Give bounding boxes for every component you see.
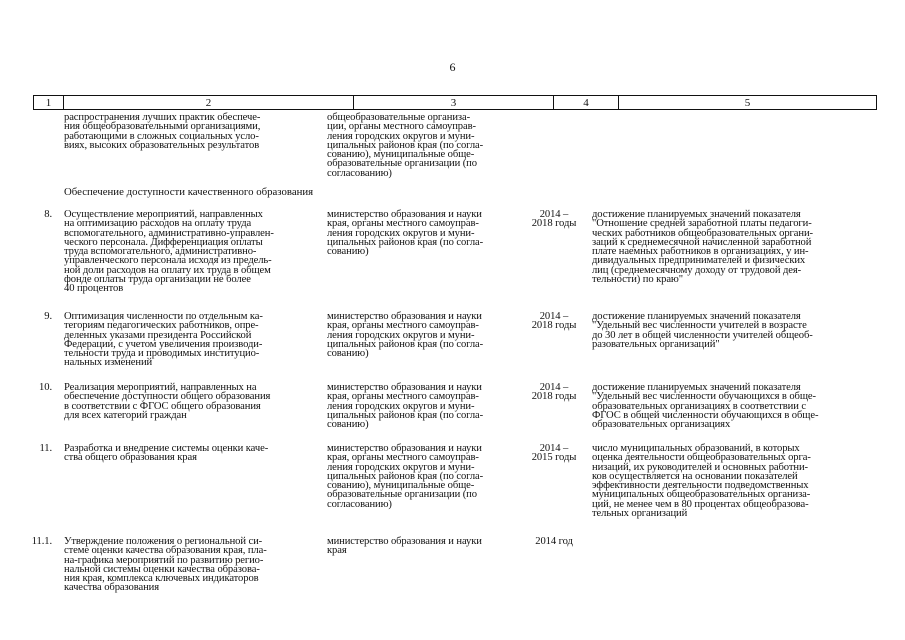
text-line: "Удельный вес численности обучающихся в обще-: [592, 391, 816, 403]
text-line: ления городских округов и муни-: [327, 329, 475, 341]
text-line: ципальных районов края (по согла-: [327, 470, 484, 482]
text-line: виях, высоких образовательных результатов: [64, 139, 260, 151]
text-line: Утверждение положения о региональной си-: [64, 536, 263, 547]
text-line: ления городских округов и муни-: [327, 461, 475, 473]
text-line: ципальных районов края (по согла-: [327, 409, 484, 421]
text-line: 2015 годы: [531, 452, 577, 464]
text-line: управленческого персонала исходя из предель-: [64, 255, 272, 267]
text-line: муниципальных общеобразовательных организа-: [592, 489, 811, 501]
text-line: 2014 –: [539, 311, 569, 322]
text-line: края, органы местного самоуправ-: [327, 391, 479, 403]
text-line: сованию), муниципальные обще-: [327, 480, 475, 492]
period-cell: [524, 383, 584, 402]
text-line: 2018 годы: [531, 320, 577, 332]
row-number: 10.: [39, 382, 52, 393]
text-line: сованию): [327, 348, 369, 360]
text-line: работающими в сложных социальных усло-: [64, 130, 259, 142]
period-cell: [524, 312, 584, 331]
text-line: Федерации, с учетом увеличения производи-: [64, 338, 263, 350]
text-line: сованию): [327, 419, 369, 431]
text-line: достижение планируемых значений показателя: [592, 311, 801, 322]
text-line: Оптимизация численности по отдельным ка-: [64, 311, 263, 322]
text-line: качества образования: [64, 582, 159, 594]
text-line: края, органы местного самоуправ-: [327, 452, 479, 464]
text-line: ципальных районов края (по согла-: [327, 139, 484, 151]
text-line: ления городских округов и муни-: [327, 130, 475, 142]
text-line: эффективности деятельности подведомственных: [592, 480, 809, 492]
text-line: распространения лучших практик обеспече-: [64, 112, 261, 123]
column-header-row: [33, 95, 877, 110]
text-line: сованию), муниципальные обще-: [327, 149, 475, 161]
text-line: министерство образования и науки: [327, 209, 482, 220]
text-line: ческого персонала. Дифференциация оплаты: [64, 236, 263, 248]
text-line: согласованию): [327, 167, 392, 179]
text-line: образовательных организациях в соответствии с: [592, 400, 806, 412]
period-cell: [524, 210, 584, 229]
column-header-2: 2: [64, 96, 354, 110]
text-line: на оптимизацию расходов на оплату труда: [64, 218, 252, 230]
text-line: образовательные организации (по: [327, 489, 477, 501]
text-line: министерство образования и науки: [327, 536, 482, 547]
measure-cell: [64, 444, 268, 463]
page-number: 6: [449, 60, 456, 74]
measure-cell: [64, 383, 270, 420]
text-line: образовательных организациях: [592, 419, 731, 431]
row-number: 8.: [44, 209, 52, 220]
text-line: ной доли расходов на оплату их труда в общем: [64, 264, 271, 276]
text-line: тельности) по краю": [592, 274, 683, 286]
text-line: достижение планируемых значений показателя: [592, 209, 801, 220]
text-line: тельных организаций: [592, 508, 688, 520]
text-line: Реализация мероприятий, направленных на: [64, 382, 257, 393]
text-line: до 30 лет в общей численности учителей общеоб-: [592, 329, 813, 341]
text-line: 2014 –: [539, 443, 569, 454]
text-line: для всех категорий граждан: [64, 409, 187, 421]
column-header-3: 3: [354, 96, 554, 110]
text-line: "Удельный вес численности учителей в возрасте: [592, 320, 807, 332]
column-header-4: 4: [554, 96, 619, 110]
text-line: 2014 –: [539, 382, 569, 393]
text-line: ции, органы местного самоуправ-: [327, 121, 476, 133]
section-title: Обеспечение доступности качественного образования: [64, 186, 314, 198]
text-line: число муниципальных образований, в которых: [592, 443, 800, 454]
executor-cell: [327, 383, 483, 429]
period-cell: [524, 444, 584, 463]
result-cell: [592, 383, 818, 429]
executor-cell: [327, 210, 483, 256]
row-number: 11.: [39, 443, 52, 454]
column-header-1: 1: [34, 96, 64, 110]
text-line: фонде оплаты труда организации не более: [64, 274, 251, 286]
text-line: 2018 годы: [531, 391, 577, 403]
text-line: тельности труда и проводимых институцио-: [64, 348, 260, 360]
text-line: министерство образования и науки: [327, 311, 482, 322]
text-line: на-графика мероприятий по развитию регио-: [64, 554, 264, 566]
text-line: 2014 год: [535, 536, 573, 547]
text-line: министерство образования и науки: [327, 382, 482, 393]
text-line: согласованию): [327, 498, 392, 510]
measure-cell: [64, 312, 263, 368]
executor-cell: [327, 444, 483, 509]
text-line: тегориям педагогических работников, опре-: [64, 320, 259, 332]
continued-measure-cell: [64, 113, 260, 150]
text-line: края, органы местного самоуправ-: [327, 218, 479, 230]
column-header-5: 5: [619, 96, 877, 110]
continued-executor-cell: [327, 113, 483, 178]
period-cell: [524, 537, 584, 546]
text-line: Осуществление мероприятий, направленных: [64, 209, 263, 220]
row-number: 11.1.: [31, 536, 52, 547]
text-line: края, органы местного самоуправ-: [327, 320, 479, 332]
text-line: обеспечение доступности общего образования: [64, 391, 271, 403]
text-line: дивидуальных предпринимателей и физических: [592, 255, 806, 267]
text-line: 2018 годы: [531, 218, 577, 230]
text-line: Разработка и внедрение системы оценки каче-: [64, 443, 269, 454]
text-line: ления городских округов и муни-: [327, 400, 475, 412]
text-line: стеме оценки качества образования края, пла-: [64, 545, 267, 557]
result-cell: [592, 312, 813, 349]
text-line: ций, не менее чем в 80 процентах общеобразова-: [592, 498, 809, 510]
text-line: разовательных организаций": [592, 338, 720, 350]
text-line: "Отношение средней заработной платы педагоги-: [592, 218, 812, 230]
text-line: заций к среднемесячной начисленной заработной: [592, 236, 812, 248]
text-line: низаций, их руководителей и основных работни-: [592, 461, 808, 473]
text-line: сованию): [327, 246, 369, 258]
text-line: достижение планируемых значений показателя: [592, 382, 801, 393]
executor-cell: [327, 312, 483, 358]
text-line: края: [327, 545, 347, 557]
text-line: ления городских округов и муни-: [327, 227, 475, 239]
text-line: в соответствии с ФГОС общего образования: [64, 400, 261, 412]
text-line: оценка деятельности общеобразовательных орга-: [592, 452, 811, 464]
text-line: ства общего образования края: [64, 452, 197, 464]
text-line: ФГОС в общей численности обучающихся в обще-: [592, 409, 819, 421]
measure-cell: [64, 537, 267, 593]
text-line: деленных указами президента Российской: [64, 329, 252, 341]
text-line: вспомогательного, административно-управлен-: [64, 227, 274, 239]
text-line: министерство образования и науки: [327, 443, 482, 454]
row-number: 9.: [44, 311, 52, 322]
text-line: труда вспомогательного, административно-: [64, 246, 257, 258]
text-line: образовательные организации (по: [327, 158, 477, 170]
text-line: ков осуществляется на основании показателей: [592, 470, 798, 482]
text-line: нальной системы оценки качества образова-: [64, 563, 260, 575]
text-line: 2014 –: [539, 209, 569, 220]
result-cell: [592, 444, 811, 518]
text-line: ческих работников общеобразовательных органи-: [592, 227, 813, 239]
text-line: общеобразовательные организа-: [327, 112, 471, 123]
result-cell: [592, 210, 813, 284]
text-line: ния общеобразовательными организациями,: [64, 121, 261, 133]
executor-cell: [327, 537, 482, 556]
text-line: плате наемных работников в организациях, у ин-: [592, 246, 809, 258]
measure-cell: [64, 210, 274, 294]
text-line: лиц (среднемесячному доходу от трудовой дея-: [592, 264, 802, 276]
text-line: ния края, комплекса ключевых индикаторов: [64, 573, 259, 585]
text-line: 40 процентов: [64, 283, 124, 295]
text-line: нальных изменений: [64, 357, 153, 369]
text-line: ципальных районов края (по согла-: [327, 338, 484, 350]
text-line: ципальных районов края (по согла-: [327, 236, 484, 248]
